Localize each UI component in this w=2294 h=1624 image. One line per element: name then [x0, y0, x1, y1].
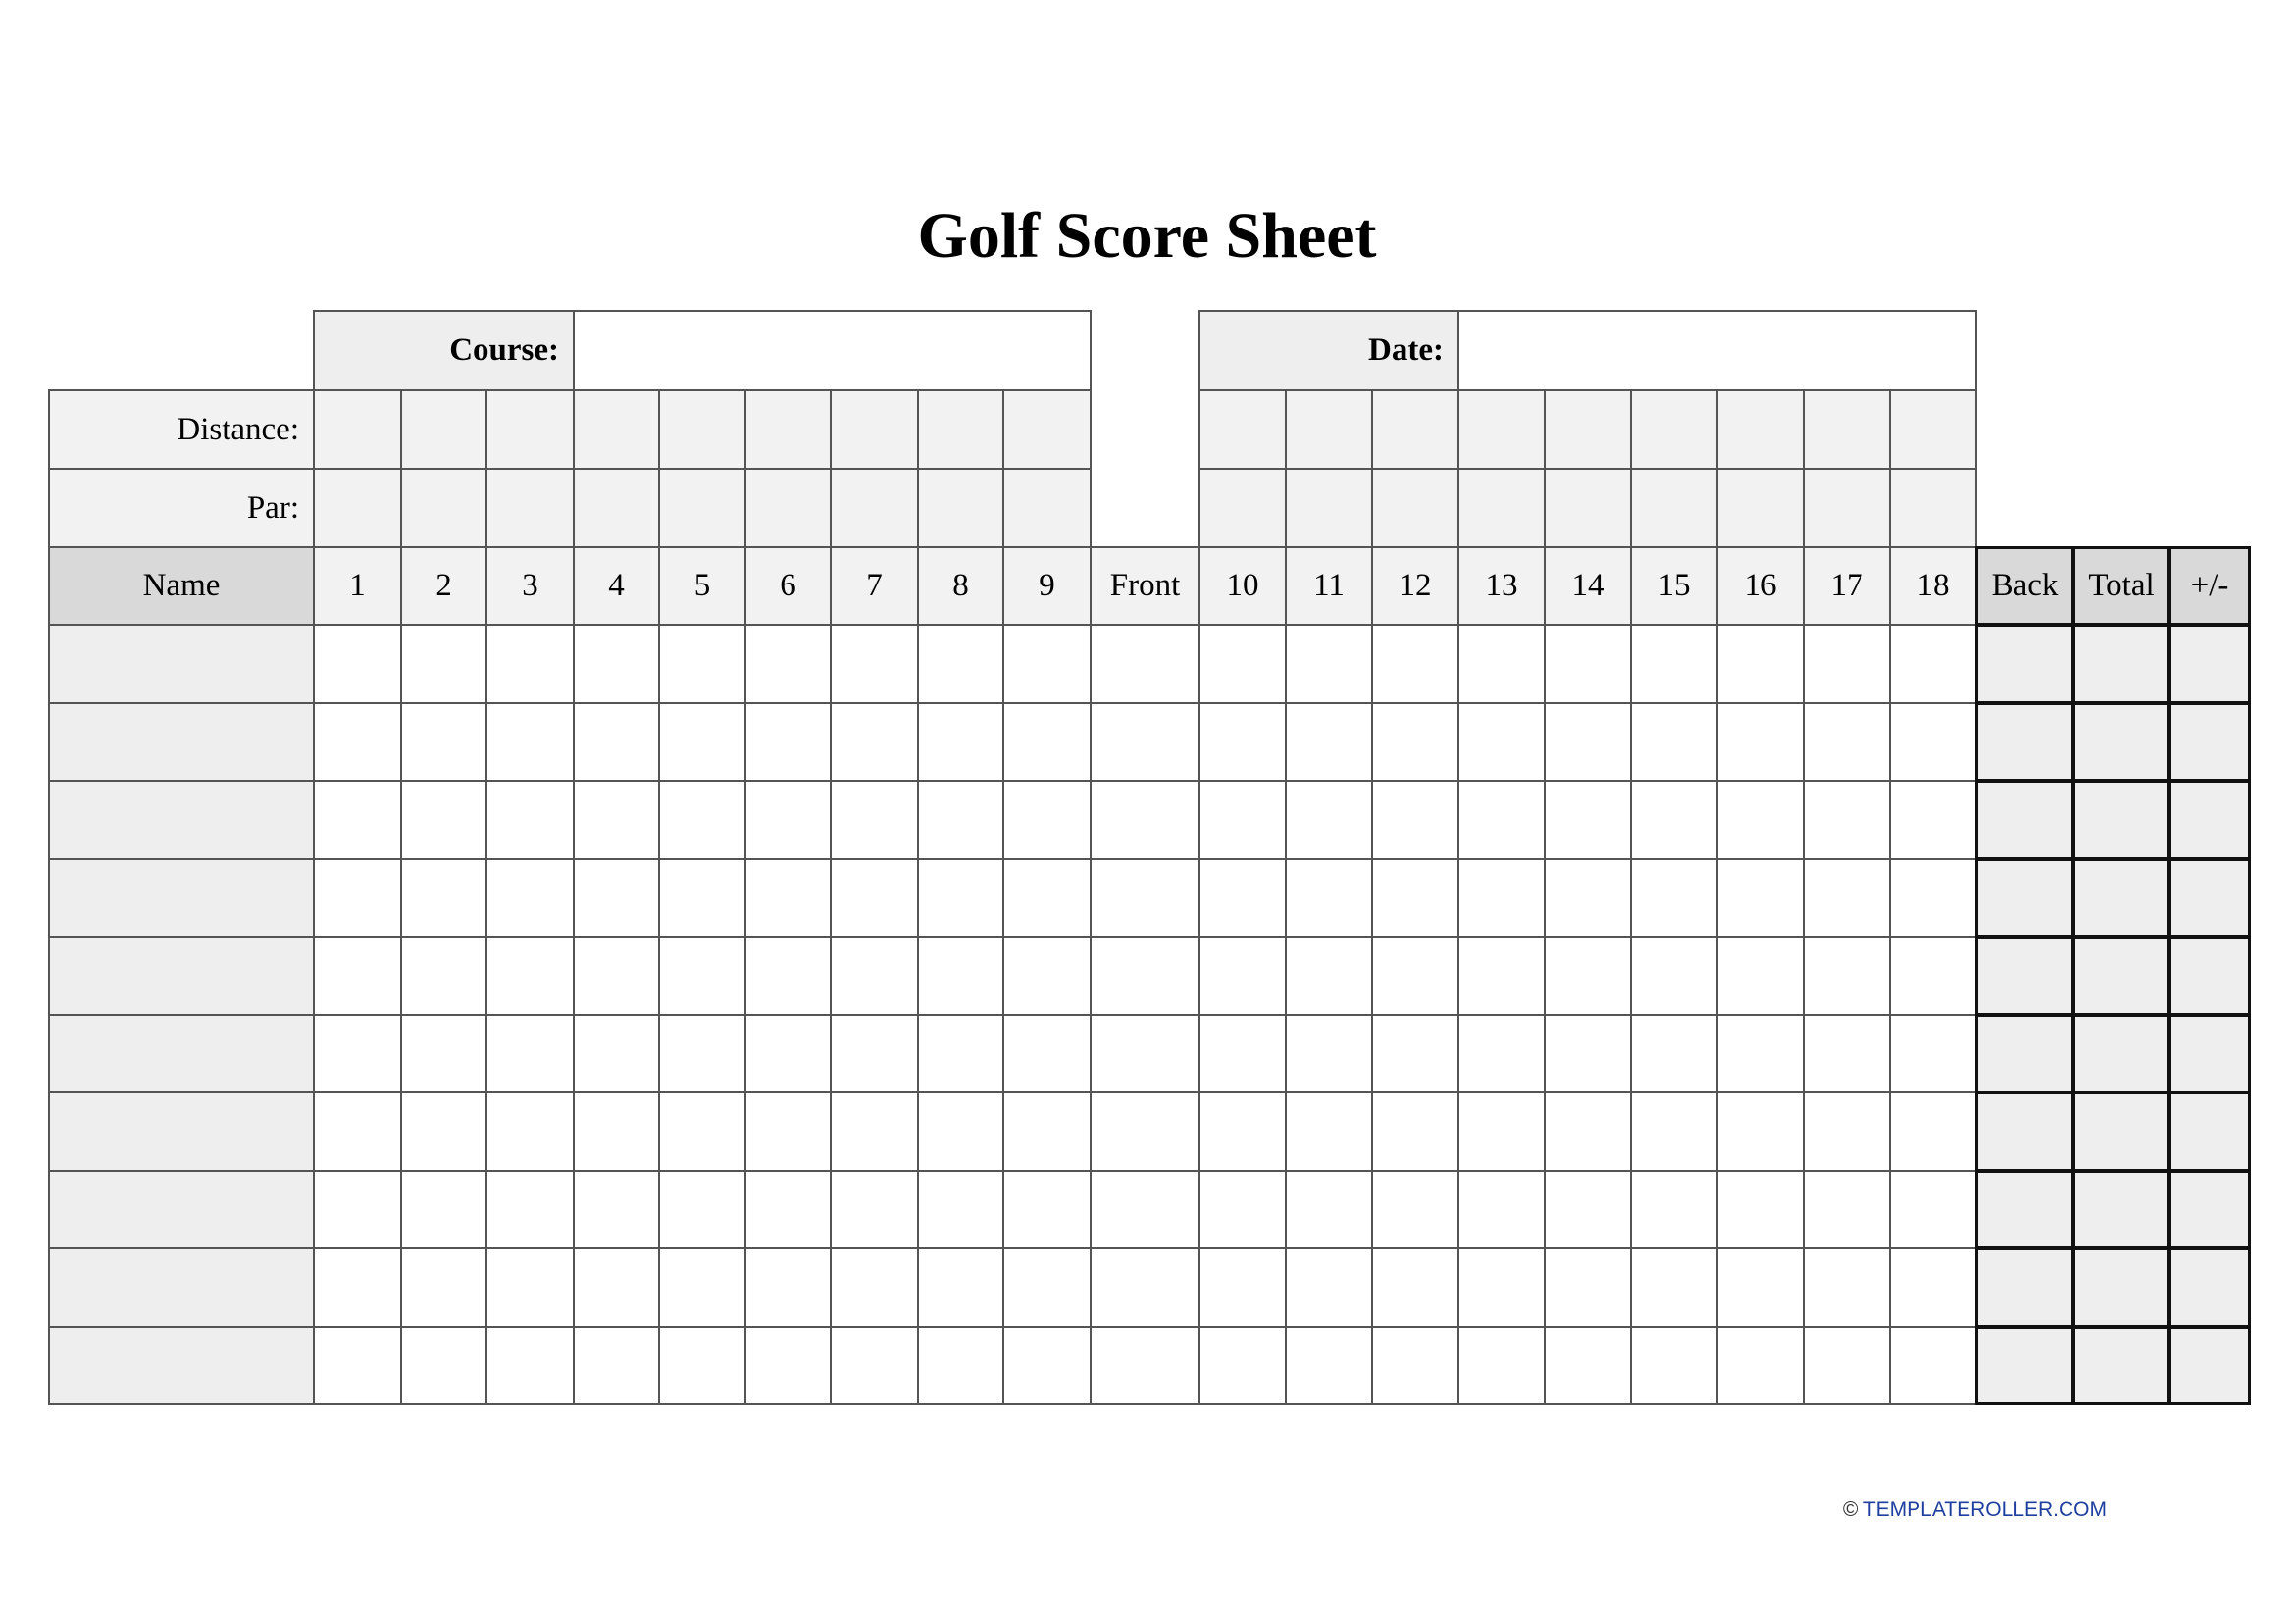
distance-hole-17-input[interactable]	[1803, 389, 1891, 470]
page-title: Golf Score Sheet	[917, 200, 1377, 272]
date-label: Date:	[1198, 310, 1459, 391]
par-label: Par:	[48, 468, 315, 548]
distance-hole-8-input[interactable]	[917, 389, 1004, 470]
distance-hole-2-input[interactable]	[400, 389, 487, 470]
score-hole-16-input[interactable]	[1716, 1170, 1805, 1249]
copyright-symbol: ©	[1842, 1498, 1859, 1521]
header-hole-9: 9	[1002, 546, 1092, 626]
score-hole-15-input[interactable]	[1630, 1326, 1718, 1405]
course-label: Course:	[313, 310, 575, 391]
score-hole-14-input[interactable]	[1544, 780, 1632, 860]
total-input[interactable]	[2072, 624, 2170, 704]
score-hole-18-input[interactable]	[1889, 1326, 1977, 1405]
front-total-input[interactable]	[1090, 624, 1200, 704]
score-hole-1-input[interactable]	[313, 1170, 402, 1249]
score-hole-2-input[interactable]	[400, 1014, 487, 1093]
score-hole-8-input[interactable]	[917, 702, 1004, 782]
header-back: Back	[1975, 546, 2074, 626]
front-total-input[interactable]	[1090, 1247, 1200, 1328]
score-hole-2-input[interactable]	[400, 1326, 487, 1405]
score-hole-9-input[interactable]	[1002, 702, 1092, 782]
score-hole-16-input[interactable]	[1716, 1014, 1805, 1093]
distance-hole-6-input[interactable]	[744, 389, 832, 470]
score-hole-10-input[interactable]	[1198, 780, 1287, 860]
par-hole-11-input[interactable]	[1285, 468, 1373, 548]
score-hole-2-input[interactable]	[400, 624, 487, 704]
score-hole-12-input[interactable]	[1371, 1170, 1459, 1249]
score-hole-7-input[interactable]	[830, 1091, 919, 1172]
total-input[interactable]	[2072, 936, 2170, 1016]
score-hole-5-input[interactable]	[658, 1170, 746, 1249]
front-total-input[interactable]	[1090, 936, 1200, 1016]
back-total-input[interactable]	[1975, 858, 2074, 938]
par-hole-8-input[interactable]	[917, 468, 1004, 548]
header-hole-5: 5	[658, 546, 746, 626]
front-total-input[interactable]	[1090, 858, 1200, 938]
score-hole-6-input[interactable]	[744, 936, 832, 1016]
header-hole-17: 17	[1803, 546, 1891, 626]
score-hole-10-input[interactable]	[1198, 1170, 1287, 1249]
par-hole-2-input[interactable]	[400, 468, 487, 548]
score-hole-5-input[interactable]	[658, 702, 746, 782]
front-total-input[interactable]	[1090, 1091, 1200, 1172]
back-total-input[interactable]	[1975, 936, 2074, 1016]
score-hole-1-input[interactable]	[313, 1326, 402, 1405]
score-hole-2-input[interactable]	[400, 1091, 487, 1172]
score-hole-9-input[interactable]	[1002, 1326, 1092, 1405]
score-hole-15-input[interactable]	[1630, 858, 1718, 938]
score-hole-17-input[interactable]	[1803, 1091, 1891, 1172]
par-hole-15-input[interactable]	[1630, 468, 1718, 548]
score-hole-1-input[interactable]	[313, 858, 402, 938]
total-input[interactable]	[2072, 1326, 2170, 1405]
header-hole-13: 13	[1457, 546, 1546, 626]
score-hole-15-input[interactable]	[1630, 1247, 1718, 1328]
score-hole-14-input[interactable]	[1544, 702, 1632, 782]
par-hole-7-input[interactable]	[830, 468, 919, 548]
score-hole-16-input[interactable]	[1716, 1091, 1805, 1172]
score-hole-9-input[interactable]	[1002, 1014, 1092, 1093]
score-hole-12-input[interactable]	[1371, 624, 1459, 704]
score-hole-12-input[interactable]	[1371, 780, 1459, 860]
score-hole-8-input[interactable]	[917, 1091, 1004, 1172]
score-hole-2-input[interactable]	[400, 780, 487, 860]
score-hole-7-input[interactable]	[830, 1326, 919, 1405]
distance-hole-3-input[interactable]	[485, 389, 575, 470]
score-hole-16-input[interactable]	[1716, 858, 1805, 938]
player-name-input[interactable]	[48, 780, 315, 860]
score-hole-13-input[interactable]	[1457, 1014, 1546, 1093]
score-hole-1-input[interactable]	[313, 1091, 402, 1172]
plus-minus-input[interactable]	[2168, 936, 2251, 1016]
total-input[interactable]	[2072, 780, 2170, 860]
header-hole-16: 16	[1716, 546, 1805, 626]
score-hole-11-input[interactable]	[1285, 1091, 1373, 1172]
header-hole-2: 2	[400, 546, 487, 626]
score-hole-8-input[interactable]	[917, 780, 1004, 860]
score-hole-11-input[interactable]	[1285, 858, 1373, 938]
player-name-input[interactable]	[48, 1170, 315, 1249]
back-total-input[interactable]	[1975, 1247, 2074, 1328]
score-hole-15-input[interactable]	[1630, 1170, 1718, 1249]
distance-hole-1-input[interactable]	[313, 389, 402, 470]
header-name: Name	[48, 546, 315, 626]
score-hole-5-input[interactable]	[658, 1014, 746, 1093]
score-hole-6-input[interactable]	[744, 1014, 832, 1093]
score-hole-4-input[interactable]	[573, 1170, 660, 1249]
score-hole-13-input[interactable]	[1457, 780, 1546, 860]
score-hole-18-input[interactable]	[1889, 624, 1977, 704]
score-hole-16-input[interactable]	[1716, 624, 1805, 704]
score-hole-3-input[interactable]	[485, 858, 575, 938]
score-hole-5-input[interactable]	[658, 1091, 746, 1172]
header-hole-14: 14	[1544, 546, 1632, 626]
score-hole-14-input[interactable]	[1544, 936, 1632, 1016]
score-hole-14-input[interactable]	[1544, 858, 1632, 938]
par-hole-10-input[interactable]	[1198, 468, 1287, 548]
score-hole-17-input[interactable]	[1803, 1326, 1891, 1405]
score-hole-4-input[interactable]	[573, 1247, 660, 1328]
score-hole-1-input[interactable]	[313, 780, 402, 860]
score-hole-3-input[interactable]	[485, 624, 575, 704]
score-hole-18-input[interactable]	[1889, 1247, 1977, 1328]
score-hole-18-input[interactable]	[1889, 1170, 1977, 1249]
score-hole-8-input[interactable]	[917, 1014, 1004, 1093]
score-hole-4-input[interactable]	[573, 858, 660, 938]
header-hole-8: 8	[917, 546, 1004, 626]
score-hole-15-input[interactable]	[1630, 780, 1718, 860]
player-name-input[interactable]	[48, 1247, 315, 1328]
score-hole-10-input[interactable]	[1198, 936, 1287, 1016]
score-hole-1-input[interactable]	[313, 1014, 402, 1093]
score-hole-17-input[interactable]	[1803, 1247, 1891, 1328]
score-hole-5-input[interactable]	[658, 936, 746, 1016]
score-hole-12-input[interactable]	[1371, 1247, 1459, 1328]
score-hole-14-input[interactable]	[1544, 1247, 1632, 1328]
distance-hole-14-input[interactable]	[1544, 389, 1632, 470]
par-hole-12-input[interactable]	[1371, 468, 1459, 548]
date-input[interactable]	[1457, 310, 1977, 391]
score-hole-14-input[interactable]	[1544, 1326, 1632, 1405]
score-hole-6-input[interactable]	[744, 1170, 832, 1249]
total-input[interactable]	[2072, 1014, 2170, 1093]
par-hole-16-input[interactable]	[1716, 468, 1805, 548]
score-hole-3-input[interactable]	[485, 936, 575, 1016]
plus-minus-input[interactable]	[2168, 780, 2251, 860]
score-hole-9-input[interactable]	[1002, 858, 1092, 938]
score-hole-11-input[interactable]	[1285, 1326, 1373, 1405]
header-hole-3: 3	[485, 546, 575, 626]
back-total-input[interactable]	[1975, 702, 2074, 782]
score-hole-3-input[interactable]	[485, 1247, 575, 1328]
header-front: Front	[1090, 546, 1200, 626]
front-total-input[interactable]	[1090, 702, 1200, 782]
score-hole-8-input[interactable]	[917, 858, 1004, 938]
score-hole-7-input[interactable]	[830, 1247, 919, 1328]
header-total: Total	[2072, 546, 2170, 626]
course-input[interactable]	[573, 310, 1092, 391]
score-hole-10-input[interactable]	[1198, 1014, 1287, 1093]
score-hole-8-input[interactable]	[917, 1170, 1004, 1249]
score-hole-2-input[interactable]	[400, 702, 487, 782]
header-hole-18: 18	[1889, 546, 1977, 626]
score-hole-2-input[interactable]	[400, 936, 487, 1016]
score-hole-12-input[interactable]	[1371, 1014, 1459, 1093]
score-hole-7-input[interactable]	[830, 624, 919, 704]
header-hole-10: 10	[1198, 546, 1287, 626]
score-hole-13-input[interactable]	[1457, 1091, 1546, 1172]
score-hole-3-input[interactable]	[485, 1091, 575, 1172]
score-hole-4-input[interactable]	[573, 1014, 660, 1093]
distance-hole-10-input[interactable]	[1198, 389, 1287, 470]
score-hole-13-input[interactable]	[1457, 1247, 1546, 1328]
score-hole-13-input[interactable]	[1457, 1170, 1546, 1249]
score-hole-6-input[interactable]	[744, 624, 832, 704]
score-hole-18-input[interactable]	[1889, 1014, 1977, 1093]
score-hole-18-input[interactable]	[1889, 780, 1977, 860]
score-hole-17-input[interactable]	[1803, 1170, 1891, 1249]
distance-hole-13-input[interactable]	[1457, 389, 1546, 470]
score-hole-15-input[interactable]	[1630, 1014, 1718, 1093]
distance-hole-11-input[interactable]	[1285, 389, 1373, 470]
par-hole-9-input[interactable]	[1002, 468, 1092, 548]
score-hole-14-input[interactable]	[1544, 1170, 1632, 1249]
par-hole-18-input[interactable]	[1889, 468, 1977, 548]
score-hole-16-input[interactable]	[1716, 1326, 1805, 1405]
score-hole-3-input[interactable]	[485, 1326, 575, 1405]
front-total-input[interactable]	[1090, 1326, 1200, 1405]
score-hole-8-input[interactable]	[917, 624, 1004, 704]
score-hole-10-input[interactable]	[1198, 858, 1287, 938]
score-hole-6-input[interactable]	[744, 1091, 832, 1172]
score-hole-7-input[interactable]	[830, 780, 919, 860]
score-hole-1-input[interactable]	[313, 1247, 402, 1328]
score-hole-8-input[interactable]	[917, 1247, 1004, 1328]
header-hole-6: 6	[744, 546, 832, 626]
score-hole-13-input[interactable]	[1457, 858, 1546, 938]
player-name-input[interactable]	[48, 1014, 315, 1093]
distance-hole-9-input[interactable]	[1002, 389, 1092, 470]
distance-label: Distance:	[48, 389, 315, 470]
score-hole-2-input[interactable]	[400, 1247, 487, 1328]
score-hole-11-input[interactable]	[1285, 780, 1373, 860]
front-total-input[interactable]	[1090, 1170, 1200, 1249]
score-hole-10-input[interactable]	[1198, 1247, 1287, 1328]
distance-hole-12-input[interactable]	[1371, 389, 1459, 470]
score-hole-6-input[interactable]	[744, 1326, 832, 1405]
score-hole-14-input[interactable]	[1544, 1014, 1632, 1093]
total-input[interactable]	[2072, 1091, 2170, 1172]
score-hole-12-input[interactable]	[1371, 936, 1459, 1016]
distance-hole-18-input[interactable]	[1889, 389, 1977, 470]
score-hole-14-input[interactable]	[1544, 624, 1632, 704]
par-hole-14-input[interactable]	[1544, 468, 1632, 548]
score-hole-17-input[interactable]	[1803, 858, 1891, 938]
back-total-input[interactable]	[1975, 1170, 2074, 1249]
score-hole-12-input[interactable]	[1371, 858, 1459, 938]
score-hole-6-input[interactable]	[744, 702, 832, 782]
score-hole-16-input[interactable]	[1716, 936, 1805, 1016]
header-hole-4: 4	[573, 546, 660, 626]
header-hole-1: 1	[313, 546, 402, 626]
score-hole-9-input[interactable]	[1002, 936, 1092, 1016]
plus-minus-input[interactable]	[2168, 1170, 2251, 1249]
score-hole-5-input[interactable]	[658, 624, 746, 704]
distance-hole-5-input[interactable]	[658, 389, 746, 470]
score-hole-9-input[interactable]	[1002, 1247, 1092, 1328]
footer-credit	[1843, 1498, 2107, 1522]
score-hole-11-input[interactable]	[1285, 936, 1373, 1016]
score-hole-15-input[interactable]	[1630, 624, 1718, 704]
score-hole-15-input[interactable]	[1630, 936, 1718, 1016]
score-hole-15-input[interactable]	[1630, 1091, 1718, 1172]
score-hole-4-input[interactable]	[573, 624, 660, 704]
score-hole-4-input[interactable]	[573, 1326, 660, 1405]
plus-minus-input[interactable]	[2168, 1014, 2251, 1093]
score-hole-7-input[interactable]	[830, 1170, 919, 1249]
score-hole-13-input[interactable]	[1457, 702, 1546, 782]
header-hole-7: 7	[830, 546, 919, 626]
score-hole-17-input[interactable]	[1803, 624, 1891, 704]
plus-minus-input[interactable]	[2168, 1247, 2251, 1328]
score-hole-9-input[interactable]	[1002, 1170, 1092, 1249]
score-hole-11-input[interactable]	[1285, 702, 1373, 782]
front-total-input[interactable]	[1090, 1014, 1200, 1093]
score-hole-16-input[interactable]	[1716, 1247, 1805, 1328]
score-hole-6-input[interactable]	[744, 780, 832, 860]
score-hole-10-input[interactable]	[1198, 702, 1287, 782]
player-name-input[interactable]	[48, 858, 315, 938]
header-hole-11: 11	[1285, 546, 1373, 626]
score-hole-17-input[interactable]	[1803, 702, 1891, 782]
score-hole-10-input[interactable]	[1198, 624, 1287, 704]
score-hole-5-input[interactable]	[658, 780, 746, 860]
score-hole-10-input[interactable]	[1198, 1326, 1287, 1405]
score-hole-18-input[interactable]	[1889, 858, 1977, 938]
score-hole-4-input[interactable]	[573, 702, 660, 782]
distance-hole-4-input[interactable]	[573, 389, 660, 470]
score-hole-18-input[interactable]	[1889, 936, 1977, 1016]
score-hole-16-input[interactable]	[1716, 702, 1805, 782]
score-hole-1-input[interactable]	[313, 702, 402, 782]
score-hole-11-input[interactable]	[1285, 1170, 1373, 1249]
header-plus-minus: +/-	[2168, 546, 2251, 626]
player-name-input[interactable]	[48, 702, 315, 782]
score-hole-4-input[interactable]	[573, 936, 660, 1016]
score-hole-5-input[interactable]	[658, 1247, 746, 1328]
score-hole-15-input[interactable]	[1630, 702, 1718, 782]
score-hole-18-input[interactable]	[1889, 702, 1977, 782]
score-hole-6-input[interactable]	[744, 1247, 832, 1328]
score-hole-13-input[interactable]	[1457, 1326, 1546, 1405]
plus-minus-input[interactable]	[2168, 624, 2251, 704]
back-total-input[interactable]	[1975, 1091, 2074, 1172]
par-hole-17-input[interactable]	[1803, 468, 1891, 548]
distance-hole-16-input[interactable]	[1716, 389, 1805, 470]
score-hole-3-input[interactable]	[485, 780, 575, 860]
score-hole-9-input[interactable]	[1002, 624, 1092, 704]
score-hole-6-input[interactable]	[744, 858, 832, 938]
score-hole-9-input[interactable]	[1002, 780, 1092, 860]
score-hole-12-input[interactable]	[1371, 1326, 1459, 1405]
plus-minus-input[interactable]	[2168, 1326, 2251, 1405]
total-input[interactable]	[2072, 702, 2170, 782]
score-hole-3-input[interactable]	[485, 702, 575, 782]
plus-minus-input[interactable]	[2168, 1091, 2251, 1172]
score-hole-17-input[interactable]	[1803, 936, 1891, 1016]
player-name-input[interactable]	[48, 1091, 315, 1172]
plus-minus-input[interactable]	[2168, 702, 2251, 782]
score-hole-4-input[interactable]	[573, 780, 660, 860]
score-hole-11-input[interactable]	[1285, 624, 1373, 704]
par-hole-1-input[interactable]	[313, 468, 402, 548]
score-hole-2-input[interactable]	[400, 1170, 487, 1249]
score-hole-7-input[interactable]	[830, 702, 919, 782]
score-hole-1-input[interactable]	[313, 624, 402, 704]
score-hole-13-input[interactable]	[1457, 624, 1546, 704]
score-hole-12-input[interactable]	[1371, 702, 1459, 782]
score-hole-8-input[interactable]	[917, 1326, 1004, 1405]
par-hole-13-input[interactable]	[1457, 468, 1546, 548]
score-hole-7-input[interactable]	[830, 936, 919, 1016]
par-hole-5-input[interactable]	[658, 468, 746, 548]
score-hole-8-input[interactable]	[917, 936, 1004, 1016]
score-hole-16-input[interactable]	[1716, 780, 1805, 860]
back-total-input[interactable]	[1975, 1326, 2074, 1405]
score-hole-3-input[interactable]	[485, 1014, 575, 1093]
par-hole-4-input[interactable]	[573, 468, 660, 548]
score-hole-5-input[interactable]	[658, 858, 746, 938]
player-name-input[interactable]	[48, 1326, 315, 1405]
back-total-input[interactable]	[1975, 1014, 2074, 1093]
distance-hole-7-input[interactable]	[830, 389, 919, 470]
score-hole-11-input[interactable]	[1285, 1014, 1373, 1093]
score-hole-9-input[interactable]	[1002, 1091, 1092, 1172]
player-name-input[interactable]	[48, 936, 315, 1016]
score-hole-2-input[interactable]	[400, 858, 487, 938]
score-hole-1-input[interactable]	[313, 936, 402, 1016]
header-hole-15: 15	[1630, 546, 1718, 626]
score-hole-3-input[interactable]	[485, 1170, 575, 1249]
score-hole-7-input[interactable]	[830, 858, 919, 938]
par-hole-3-input[interactable]	[485, 468, 575, 548]
score-hole-12-input[interactable]	[1371, 1091, 1459, 1172]
distance-hole-15-input[interactable]	[1630, 389, 1718, 470]
total-input[interactable]	[2072, 1170, 2170, 1249]
back-total-input[interactable]	[1975, 780, 2074, 860]
score-hole-10-input[interactable]	[1198, 1091, 1287, 1172]
footer-site-link[interactable]: TEMPLATEROLLER.COM	[1862, 1498, 2107, 1521]
par-hole-6-input[interactable]	[744, 468, 832, 548]
score-hole-11-input[interactable]	[1285, 1247, 1373, 1328]
score-hole-18-input[interactable]	[1889, 1091, 1977, 1172]
score-hole-13-input[interactable]	[1457, 936, 1546, 1016]
plus-minus-input[interactable]	[2168, 858, 2251, 938]
front-total-input[interactable]	[1090, 780, 1200, 860]
score-hole-14-input[interactable]	[1544, 1091, 1632, 1172]
header-hole-12: 12	[1371, 546, 1459, 626]
total-input[interactable]	[2072, 1247, 2170, 1328]
score-hole-4-input[interactable]	[573, 1091, 660, 1172]
score-hole-17-input[interactable]	[1803, 780, 1891, 860]
score-hole-7-input[interactable]	[830, 1014, 919, 1093]
player-name-input[interactable]	[48, 624, 315, 704]
score-hole-17-input[interactable]	[1803, 1014, 1891, 1093]
score-hole-5-input[interactable]	[658, 1326, 746, 1405]
back-total-input[interactable]	[1975, 624, 2074, 704]
total-input[interactable]	[2072, 858, 2170, 938]
